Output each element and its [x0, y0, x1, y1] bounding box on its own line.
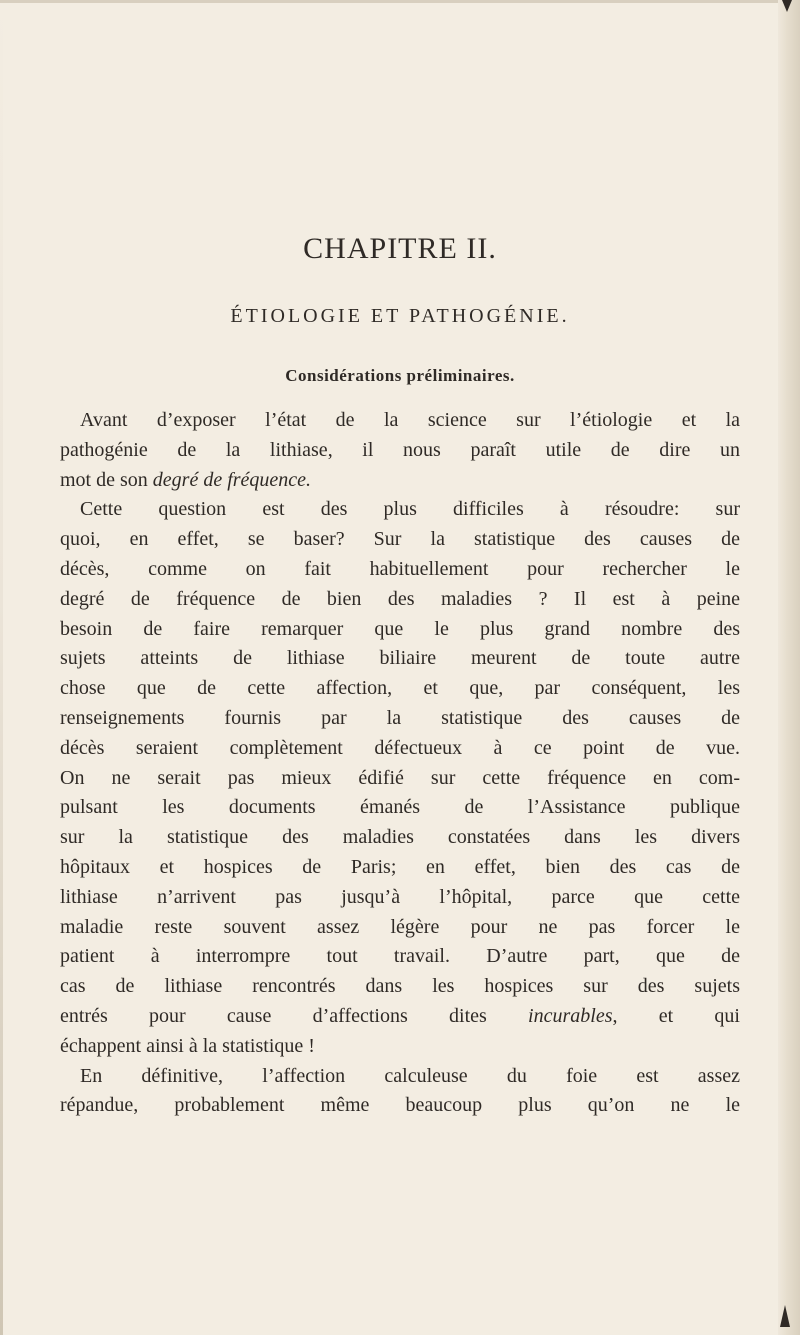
- page-top-edge: [0, 0, 800, 3]
- text-line: hôpitaux et hospices de Paris; en effet, bien des cas de: [60, 855, 740, 878]
- text-line: sujets atteints de lithiase biliaire meurent de toute autre: [60, 647, 740, 670]
- chapter-title: CHAPITRE II.: [303, 232, 497, 265]
- text-line: répandue, probablement même beaucoup plus qu’on ne le: [60, 1094, 740, 1117]
- subsection-title: Considérations préliminaires.: [285, 366, 515, 385]
- page-left-edge: [0, 0, 3, 1335]
- text-line: maladie reste souvent assez légère pour ne pas forcer le: [60, 915, 740, 938]
- text-line: Avant d’exposer l’état de la science sur l’étiologie et la: [80, 409, 740, 431]
- text-line: lithiase n’arrivent pas jusqu’à l’hôpital, parce que cette: [60, 885, 740, 908]
- text-line: chose que de cette affection, et que, par conséquent, les: [60, 677, 740, 700]
- text-span: , et qui: [612, 1004, 740, 1027]
- text-line: décès, comme on fait habituellement pour rechercher le: [60, 557, 740, 580]
- italic-emphasis: degré de fréquence.: [152, 468, 312, 491]
- text-line: On ne serait pas mieux édifié sur cette fréquence en com-: [60, 766, 740, 789]
- bottom-corner-marker-icon: [780, 1305, 790, 1327]
- text-span: entrés pour cause d’affections dites: [60, 1004, 529, 1027]
- text-line: décès seraient complètement défectueux à ce point de vue.: [60, 736, 740, 759]
- italic-emphasis: incurables: [528, 1004, 613, 1027]
- text-line: En définitive, l’affection calculeuse du foie est assez: [80, 1064, 740, 1087]
- text-line: sur la statistique des maladies constatées dans les divers: [60, 826, 740, 849]
- text-line: cas de lithiase rencontrés dans les hospices sur des sujets: [60, 975, 740, 998]
- text-line: pulsant les documents émanés de l’Assistance publique: [60, 796, 740, 819]
- text-line: besoin de faire remarquer que le plus grand nombre des: [60, 617, 740, 640]
- text-line: Cette question est des plus difficiles à résoudre: sur: [80, 498, 740, 521]
- text-line: quoi, en effet, se baser? Sur la statistique des causes de: [60, 528, 740, 551]
- text-line: [60, 466, 740, 496]
- text-line: [60, 1002, 740, 1032]
- text-span: mot de son: [60, 468, 153, 491]
- text-line: patient à interrompre tout travail. D’autre part, que de: [60, 945, 740, 968]
- text-line: échappent ainsi à la statistique !: [60, 1034, 315, 1057]
- section-title: ÉTIOLOGIE ET PATHOGÉNIE.: [230, 305, 570, 327]
- text-line: degré de fréquence de bien des maladies ? Il est à peine: [60, 587, 740, 610]
- page-right-edge: [778, 0, 800, 1335]
- main-text: [60, 406, 740, 1121]
- text-line: renseignements fournis par la statistique des causes de: [60, 706, 740, 729]
- text-line: pathogénie de la lithiase, il nous paraît utile de dire un: [60, 438, 740, 461]
- top-corner-marker-icon: [782, 0, 792, 12]
